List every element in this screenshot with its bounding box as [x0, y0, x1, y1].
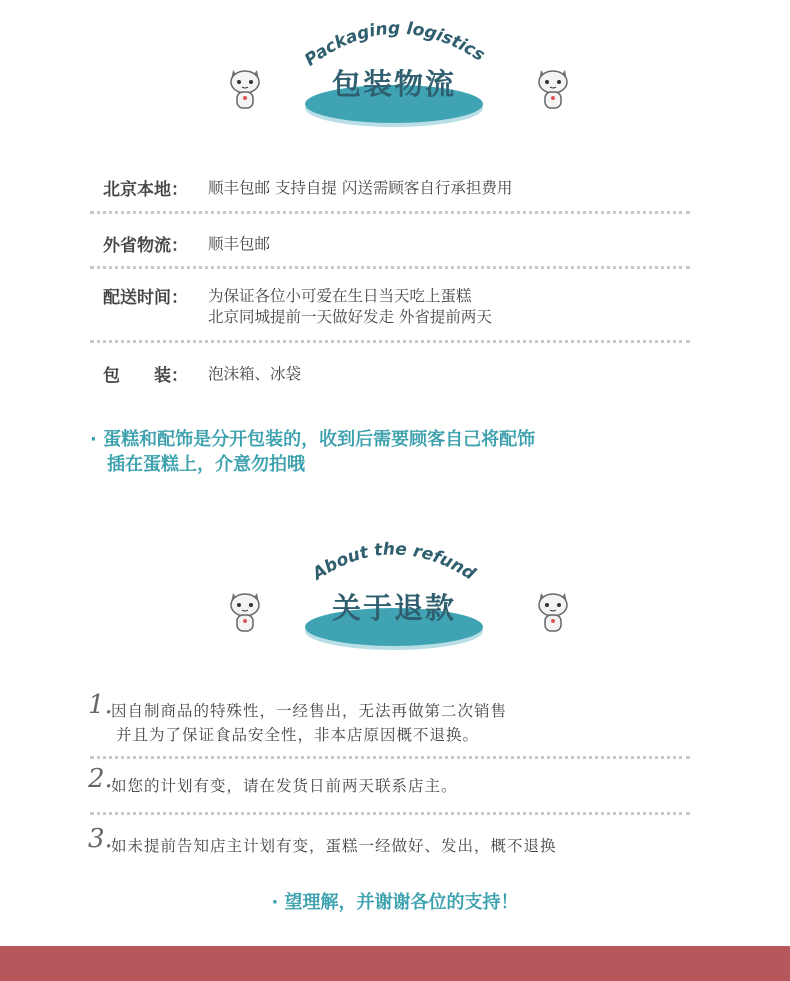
refund-item-number: 2. — [88, 764, 113, 794]
refund-header — [0, 533, 790, 653]
packaging-note — [90, 427, 535, 477]
row-label: 北京本地： — [103, 180, 188, 200]
refund-item-text: 如未提前告知店主计划有变，蛋糕一经做好、发出，概不退换 — [111, 837, 557, 855]
note-line: 插在蛋糕上，介意勿拍哦 — [107, 454, 305, 475]
row-text: 泡沫箱、冰袋 — [208, 365, 302, 383]
refund-item-text-2: 并且为了保证食品安全性，非本店原因概不退换。 — [116, 726, 480, 744]
refund-title: 关于退款 — [331, 591, 456, 625]
row-text-2: 北京同城提前一天做好发走 外省提前两天 — [208, 308, 492, 326]
divider — [90, 812, 690, 815]
row-text: 为保证各位小可爱在生日当天吃上蛋糕 — [208, 287, 472, 305]
svg-text:Packaging logistics: Packaging logistics — [301, 18, 489, 71]
cat-mascot-icon — [535, 66, 571, 112]
divider — [90, 266, 690, 269]
refund-footer-note: · 望理解，并谢谢各位的支持！ — [271, 892, 519, 913]
row-text: 顺丰包邮 支持自提 闪送需顾客自行承担费用 — [208, 179, 513, 197]
svg-text:About the refund: About the refund — [309, 539, 479, 585]
divider — [90, 756, 690, 759]
row-text: 顺丰包邮 — [208, 235, 271, 253]
row-label: 外省物流： — [103, 236, 188, 256]
packaging-title: 包装物流 — [331, 67, 456, 101]
refund-item-text: 因自制商品的特殊性，一经售出，无法再做第二次销售 — [111, 702, 508, 720]
cat-mascot-icon — [535, 589, 571, 635]
refund-item-number: 1. — [88, 690, 113, 720]
divider — [90, 340, 690, 343]
cat-mascot-icon — [227, 66, 263, 112]
note-line: · 蛋糕和配饰是分开包装的，收到后需要顾客自己将配饰 — [90, 429, 536, 450]
divider — [90, 211, 690, 214]
row-label: 包 装： — [103, 366, 188, 386]
cat-mascot-icon — [227, 589, 263, 635]
packaging-header — [0, 10, 790, 130]
row-label: 配送时间： — [103, 288, 188, 308]
refund-item-number: 3. — [88, 824, 113, 854]
bottom-bar — [0, 946, 790, 981]
refund-item-text: 如您的计划有变，请在发货日前两天联系店主。 — [111, 777, 458, 795]
